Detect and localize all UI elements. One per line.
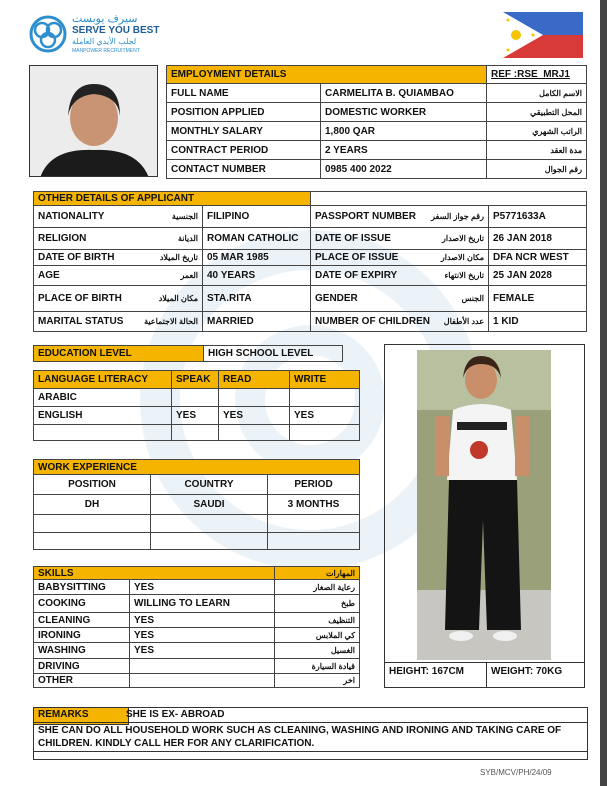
- language-cell: [219, 425, 290, 441]
- applicant-photo: [29, 65, 158, 177]
- detail-label: DATE OF BIRTH: [38, 252, 115, 263]
- employment-arabic: الراتب الشهري: [487, 122, 587, 141]
- logo-tagline: MANPOWER RECRUITMENT: [72, 48, 140, 54]
- detail-label: RELIGION: [38, 233, 87, 244]
- employment-value: 0985 400 2022: [321, 160, 487, 179]
- employment-row: [167, 122, 587, 141]
- work-cell: [268, 515, 360, 533]
- full-body-photo: [417, 350, 551, 660]
- education-label: EDUCATION LEVEL: [34, 346, 204, 362]
- remarks-value: SHE IS EX- ABROAD: [126, 709, 225, 720]
- education-value: HIGH SCHOOL LEVEL: [204, 346, 343, 362]
- employment-value: 2 YEARS: [321, 141, 487, 160]
- work-cell: 3 MONTHS: [268, 495, 360, 515]
- detail-value: 26 JAN 2018: [489, 228, 587, 250]
- language-cell: [172, 389, 219, 407]
- employment-details-table: [166, 65, 587, 179]
- logo-mark-icon: [28, 14, 68, 54]
- detail-arabic: تاريخ الانتهاء: [444, 271, 484, 280]
- detail-arabic: تاريخ الاصدار: [441, 234, 484, 243]
- employment-row: [167, 103, 587, 122]
- remarks-box: [33, 707, 588, 760]
- work-cell: SAUDI: [151, 495, 268, 515]
- employment-label: CONTACT NUMBER: [167, 160, 321, 179]
- skill-value: YES: [130, 580, 275, 595]
- page-edge: [600, 0, 607, 786]
- employment-arabic: الاسم الكامل: [487, 84, 587, 103]
- employment-title: EMPLOYMENT DETAILS: [167, 66, 487, 84]
- work-row: [34, 515, 360, 533]
- detail-value: ROMAN CATHOLIC: [203, 228, 311, 250]
- skills-title-arabic: المهارات: [275, 567, 360, 580]
- work-cell: [151, 533, 268, 550]
- skills-table: [33, 566, 360, 688]
- skill-row: [34, 595, 360, 613]
- skill-arabic: كي الملابس: [275, 628, 360, 643]
- detail-value: FILIPINO: [203, 206, 311, 228]
- skill-name: WASHING: [34, 643, 130, 659]
- skill-value: WILLING TO LEARN: [130, 595, 275, 613]
- detail-label: GENDER: [315, 293, 358, 304]
- work-experience-table: [33, 459, 360, 550]
- employment-row: [167, 141, 587, 160]
- language-cell: ARABIC: [34, 389, 172, 407]
- skill-name: BABYSITTING: [34, 580, 130, 595]
- other-details-row: [34, 286, 587, 312]
- employment-arabic: مدة العقد: [487, 141, 587, 160]
- language-row: [34, 407, 360, 425]
- work-cell: DH: [34, 495, 151, 515]
- work-row: [34, 533, 360, 550]
- language-header: LANGUAGE LITERACY: [34, 371, 172, 389]
- detail-value: 25 JAN 2028: [489, 266, 587, 286]
- detail-label: NUMBER OF CHILDREN: [315, 316, 430, 327]
- language-cell: YES: [219, 407, 290, 425]
- detail-arabic: الديانة: [177, 234, 198, 243]
- skill-value: YES: [130, 628, 275, 643]
- skills-title: SKILLS: [34, 567, 275, 580]
- work-cell: [34, 515, 151, 533]
- skill-arabic: قيادة السيارة: [275, 659, 360, 674]
- skill-value: [130, 659, 275, 674]
- skill-value: YES: [130, 613, 275, 628]
- work-experience-title: WORK EXPERIENCE: [34, 460, 360, 475]
- education-table: [33, 345, 343, 362]
- skill-value: YES: [130, 643, 275, 659]
- language-cell: ENGLISH: [34, 407, 172, 425]
- skill-arabic: طبخ: [275, 595, 360, 613]
- full-body-photo-frame: [384, 344, 585, 688]
- language-cell: [290, 389, 360, 407]
- logo-arabic-sub: لجلب الأيدي العاملة: [72, 37, 137, 46]
- logo-name: SERVE YOU BEST: [72, 25, 160, 36]
- detail-value: DFA NCR WEST: [489, 250, 587, 266]
- detail-label: PLACE OF ISSUE: [315, 252, 399, 263]
- employment-value: CARMELITA B. QUIAMBAO: [321, 84, 487, 103]
- detail-arabic: مكان الميلاد: [158, 294, 198, 303]
- detail-value: 1 KID: [489, 312, 587, 332]
- language-cell: [34, 425, 172, 441]
- skill-row: [34, 613, 360, 628]
- skill-name: COOKING: [34, 595, 130, 613]
- language-table: [33, 370, 360, 441]
- other-details-row: [34, 206, 587, 228]
- detail-value: FEMALE: [489, 286, 587, 312]
- language-header: WRITE: [290, 371, 360, 389]
- employment-value: 1,800 QAR: [321, 122, 487, 141]
- language-cell: [219, 389, 290, 407]
- other-details-row: [34, 250, 587, 266]
- other-details-row: [34, 228, 587, 250]
- skill-row: [34, 580, 360, 595]
- height-value: HEIGHT: 167CM: [385, 663, 487, 688]
- employment-row: [167, 160, 587, 179]
- skill-row: [34, 628, 360, 643]
- detail-arabic: الحالة الاجتماعية: [144, 317, 198, 326]
- detail-arabic: مكان الاصدار: [440, 253, 484, 262]
- work-row: [34, 495, 360, 515]
- footer-code: SYB/MCV/PH/24/09: [480, 768, 552, 777]
- skill-row: [34, 659, 360, 674]
- detail-arabic: عدد الأطفال: [443, 317, 484, 326]
- employment-label: CONTRACT PERIOD: [167, 141, 321, 160]
- detail-label: PASSPORT NUMBER: [315, 211, 416, 222]
- language-header: SPEAK: [172, 371, 219, 389]
- detail-arabic: تاريخ الميلاد: [159, 253, 198, 262]
- skill-name: DRIVING: [34, 659, 130, 674]
- detail-label: MARITAL STATUS: [38, 316, 124, 327]
- other-details-table: [33, 191, 587, 332]
- detail-arabic: الجنس: [461, 294, 484, 303]
- detail-label: DATE OF EXPIRY: [315, 270, 398, 281]
- logo-arabic: سيرف يوبست: [72, 13, 138, 25]
- detail-label: AGE: [38, 270, 60, 281]
- skill-value: [130, 674, 275, 688]
- skill-row: [34, 643, 360, 659]
- detail-value: 05 MAR 1985: [203, 250, 311, 266]
- employment-value: DOMESTIC WORKER: [321, 103, 487, 122]
- weight-value: WEIGHT: 70KG: [491, 666, 563, 677]
- detail-label: PLACE OF BIRTH: [38, 293, 122, 304]
- language-row: [34, 389, 360, 407]
- remarks-label: REMARKS: [34, 708, 129, 725]
- employment-row: [167, 84, 587, 103]
- detail-label: NATIONALITY: [38, 211, 105, 222]
- language-cell: [172, 425, 219, 441]
- employment-arabic: رقم الجوال: [487, 160, 587, 179]
- detail-value: STA.RITA: [203, 286, 311, 312]
- work-header: COUNTRY: [151, 475, 268, 495]
- employment-label: FULL NAME: [167, 84, 321, 103]
- detail-value: 40 YEARS: [203, 266, 311, 286]
- work-header: POSITION: [34, 475, 151, 495]
- work-header: PERIOD: [268, 475, 360, 495]
- employment-label: POSITION APPLIED: [167, 103, 321, 122]
- remarks-text: SHE CAN DO ALL HOUSEHOLD WORK SUCH AS CLEANING, WASHING AND IRONING AND TAKING CARE OF CHILDREN. KINDLY CALL HER FOR ANY CLARIFICATION.: [38, 725, 562, 749]
- language-row: [34, 425, 360, 441]
- work-cell: [268, 533, 360, 550]
- skill-arabic: رعاية الصغار: [275, 580, 360, 595]
- company-logo: [28, 12, 188, 57]
- skill-arabic: اخر: [275, 674, 360, 688]
- other-details-title: OTHER DETAILS OF APPLICANT: [34, 192, 311, 206]
- language-cell: YES: [172, 407, 219, 425]
- other-details-row: [34, 312, 587, 332]
- skill-arabic: الغسيل: [275, 643, 360, 659]
- skill-name: CLEANING: [34, 613, 130, 628]
- employment-label: MONTHLY SALARY: [167, 122, 321, 141]
- detail-arabic: الجنسية: [171, 212, 198, 221]
- detail-label: DATE OF ISSUE: [315, 233, 391, 244]
- skill-row: [34, 674, 360, 688]
- philippines-flag-icon: [503, 12, 583, 58]
- skill-name: IRONING: [34, 628, 130, 643]
- detail-arabic: رقم جواز السفر: [431, 212, 484, 221]
- detail-arabic: العمر: [180, 271, 198, 280]
- language-cell: [290, 425, 360, 441]
- skill-arabic: التنظيف: [275, 613, 360, 628]
- work-cell: [34, 533, 151, 550]
- reference-number: REF :RSE_MRJ1: [487, 66, 587, 84]
- skill-name: OTHER: [34, 674, 130, 688]
- work-cell: [151, 515, 268, 533]
- employment-arabic: المحل التطبيقي: [487, 103, 587, 122]
- detail-value: P5771633A: [489, 206, 587, 228]
- language-cell: YES: [290, 407, 360, 425]
- other-details-row: [34, 266, 587, 286]
- language-header: READ: [219, 371, 290, 389]
- detail-value: MARRIED: [203, 312, 311, 332]
